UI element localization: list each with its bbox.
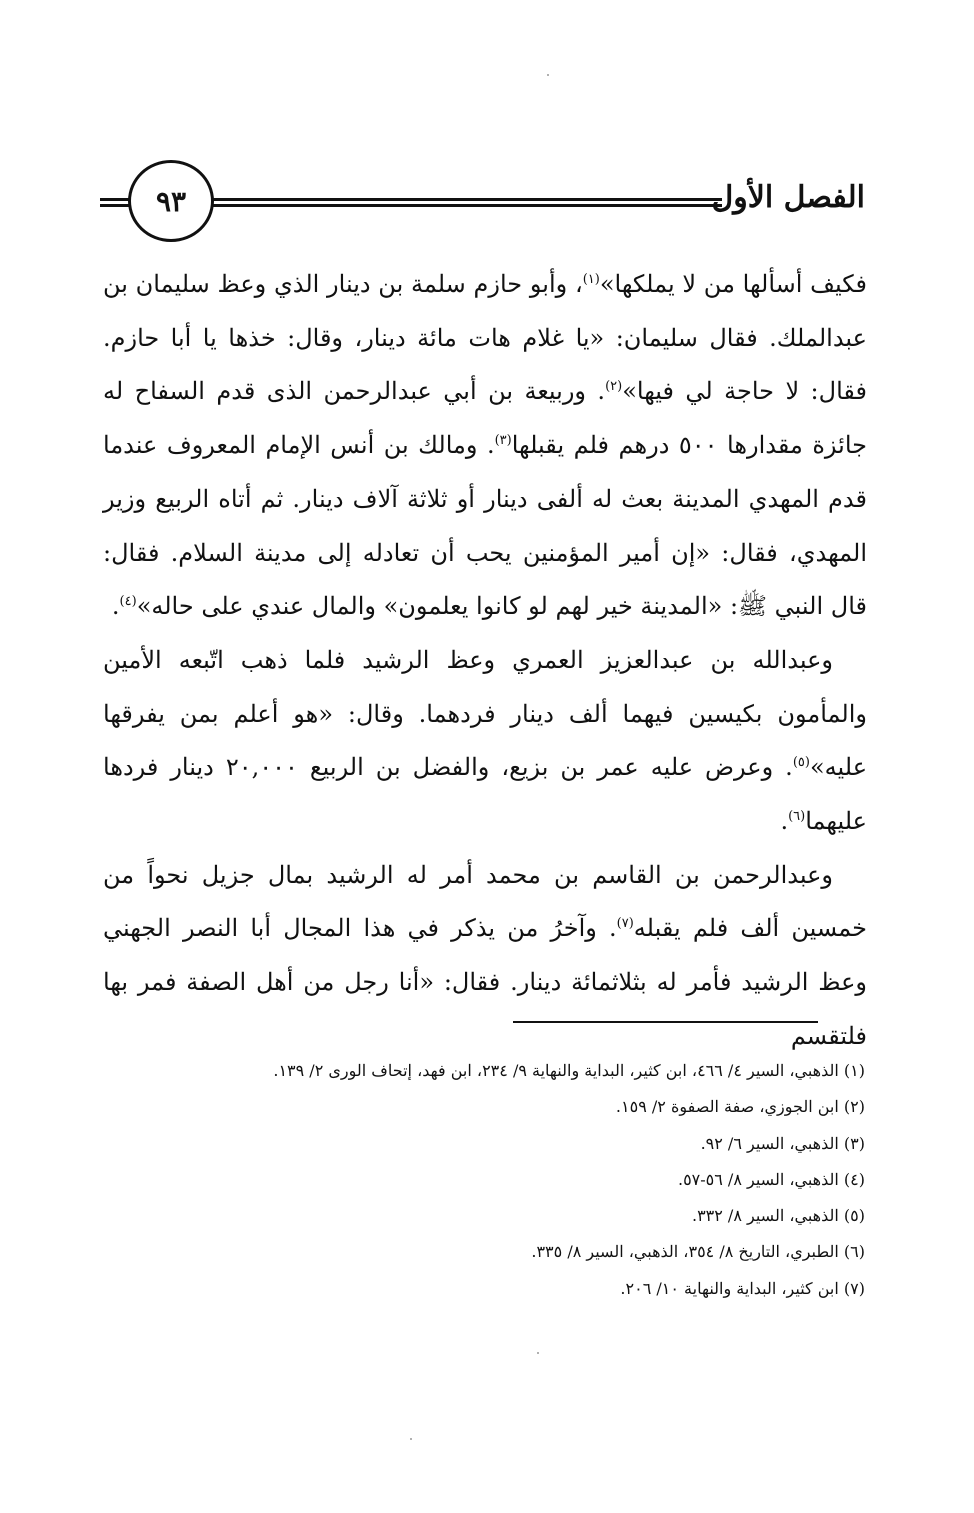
paragraph-1 — [103, 258, 867, 634]
footnote: (٣) الذهبي، السير ٦/ ٩٢. — [700, 1133, 865, 1153]
footnote-ref: (٤) — [119, 594, 137, 610]
footnote-ref: (٥) — [792, 755, 810, 771]
scan-speck — [537, 1352, 539, 1354]
footnote-ref: (٣) — [494, 433, 512, 449]
footnote-ref: (٦) — [788, 809, 806, 825]
footnote: (٦) الطبري، التاريخ ٨/ ٣٥٤، الذهبي، السير ٨/ ٣٣٥. — [531, 1242, 865, 1262]
page-number-circle — [128, 160, 214, 242]
footnote-ref: (٧) — [616, 916, 634, 932]
footnote-ref: (١) — [582, 272, 600, 287]
paragraph-3 — [103, 849, 867, 1064]
footnote: (١) الذهبي، السير ٤/ ٤٦٦، ابن كثير، البداية والنهاية ٩/ ٢٣٤، ابن فهد، إتحاف الورى ٢/ ١٣٩. — [273, 1061, 865, 1080]
text-run: . ومالك بن أنس الإمام المعروف عندما قدم المهدي المدينة بعث له ألفى دينار أو ثلاثة آلاف دينار. ثم أتاه الربيع وزير المهدي، فقال: «إن أمير المؤمنين يحب أن تعادله إلى مدينة السلام. فقال: قال النبي ﷺ: «المدينة خير لهم لو كانوا يعلمون» والمال عندي على حاله» — [103, 431, 867, 621]
text-run: ، وأبو حازم سلمة بن دينار الذي وعظ سليمان بن عبدالملك. فقال سليمان: «يا غلام هات مائة دينار، وقال: خذها يا أبا حازم. فقال: لا حاجة لي فيها» — [103, 270, 868, 406]
scan-speck — [410, 1438, 412, 1440]
text-run: . وعرض عليه عمر بن بزيع، والفضل بن الربيع ٢٠,٠٠٠ دينار فردها عليهما — [103, 753, 867, 836]
page-header — [100, 160, 865, 245]
header-rule — [212, 198, 722, 207]
text-run: وعبدالله بن عبدالعزيز العمري وعظ الرشيد فلما ذهب اتّبعه الأمين والمأمون بكيسين فيهما ألف دينار فردهما. وقال: «هو أعلم بمن يفرقها عليه» — [103, 645, 868, 782]
footnote-separator — [513, 1021, 818, 1023]
footnotes — [100, 1053, 865, 1307]
footnote: (٧) ابن كثير، البداية والنهاية ١٠/ ٢٠٦. — [620, 1278, 865, 1298]
scan-speck — [547, 74, 549, 76]
text-run: وعبدالرحمن بن القاسم بن محمد أمر له الرشيد بمال جزيل نحواً من خمسين ألف فلم يقبله — [103, 860, 867, 943]
text-run: فكيف أسألها من لا يملكها» — [599, 270, 867, 298]
header-rule-left — [100, 198, 130, 207]
text-run: . — [780, 807, 789, 836]
footnote: (٢) ابن الجوزي، صفة الصفوة ٢/ ١٥٩. — [615, 1097, 865, 1117]
footnote: (٥) الذهبي، السير ٨/ ٣٣٢. — [691, 1206, 865, 1226]
paragraph-2 — [103, 634, 867, 849]
main-text — [103, 258, 867, 1064]
text-run: . وربيعة بن أبي عبدالرحمن الذى قدم السفاح له جائزة مقدارها ٥٠٠ درهم فلم يقبلها — [103, 377, 867, 460]
chapter-title: الفصل الأول — [711, 180, 865, 215]
footnote: (٤) الذهبي، السير ٨/ ٥٦-٥٧. — [677, 1169, 865, 1189]
page-number: ٩٣ — [155, 184, 187, 218]
text-run: . — [111, 592, 120, 621]
text-run: . وآخرُ من يذكر في هذا المجال أبا النصر الجهني وعظ الرشيد فأمر له بثلاثمائة دينار. فقال: «أنا رجل من أهل الصفة فمر بها فلتقسم — [103, 914, 867, 1050]
footnote-ref: (٢) — [605, 379, 623, 395]
